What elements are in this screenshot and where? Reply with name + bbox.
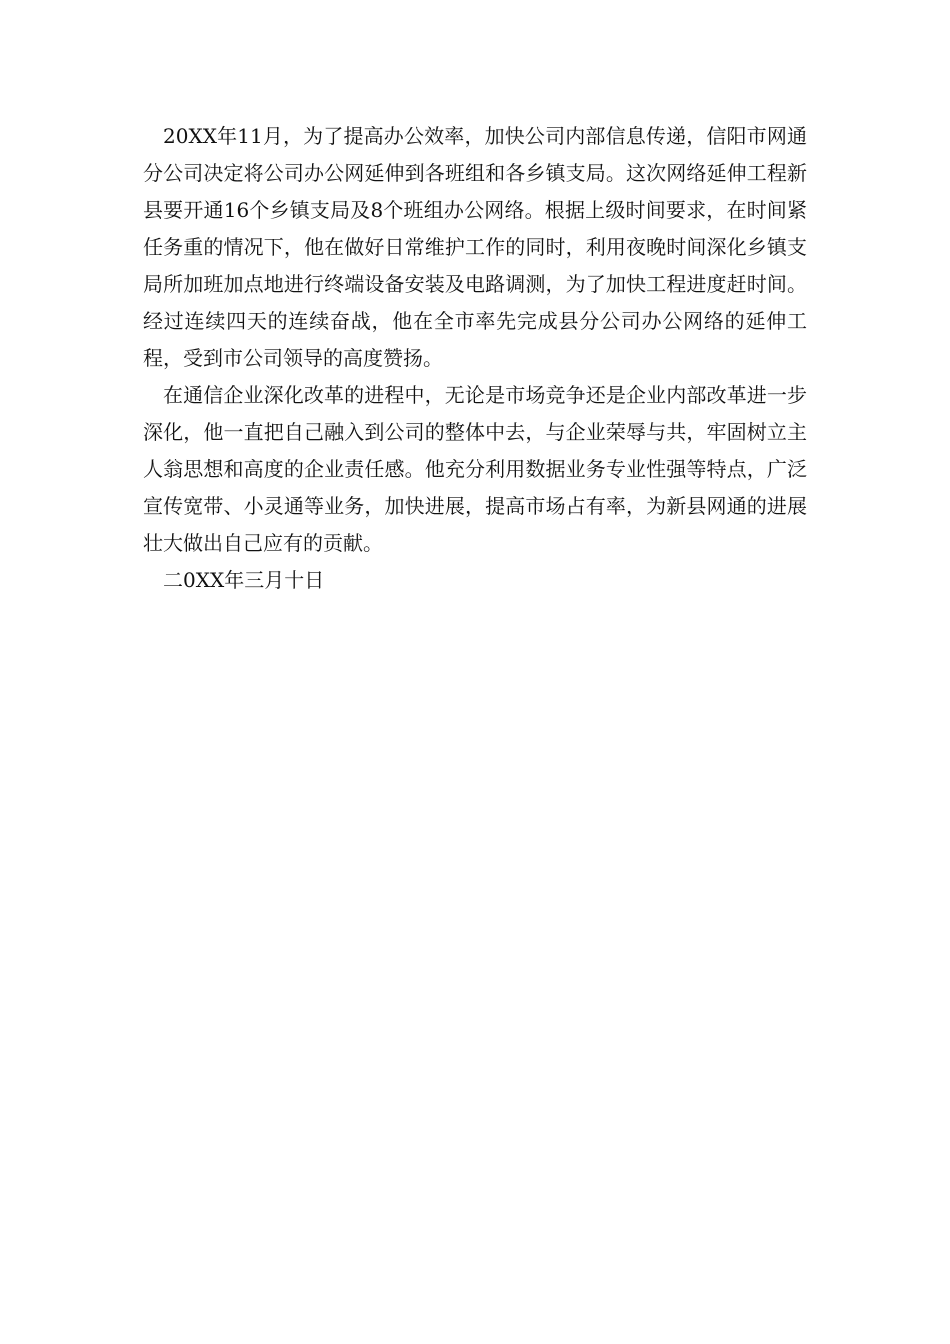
paragraph-project: 20XX年11月，为了提高办公效率，加快公司内部信息传递，信阳市网通分公司决定将公司办公网延伸到各班组和各乡镇支局。这次网络延伸工程新县要开通16个乡镇支局及8个班组办公网络。根据上级时间要求，在时间紧任务重的情况下，他在做好日常维护工作的同时，利用夜晚时间深化乡镇支局所加班加点地进行终端设备安装及电路调测，为了加快工程进度赶时间。经过连续四天的连续奋战，他在全市率先完成县分公司办公网络的延伸工程，受到市公司领导的高度赞扬。 (143, 124, 807, 370)
paragraph-reform: 在通信企业深化改革的进程中，无论是市场竞争还是企业内部改革进一步深化，他一直把自己融入到公司的整体中去，与企业荣辱与共，牢固树立主人翁思想和高度的企业责任感。他充分利用数据业务专业性强等特点，广泛宣传宽带、小灵通等业务，加快进展，提高市场占有率，为新县网通的进展壮大做出自己应有的贡献。 (143, 383, 807, 555)
document-date: 二0XX年三月十日 (163, 568, 325, 592)
document-body (143, 118, 807, 599)
